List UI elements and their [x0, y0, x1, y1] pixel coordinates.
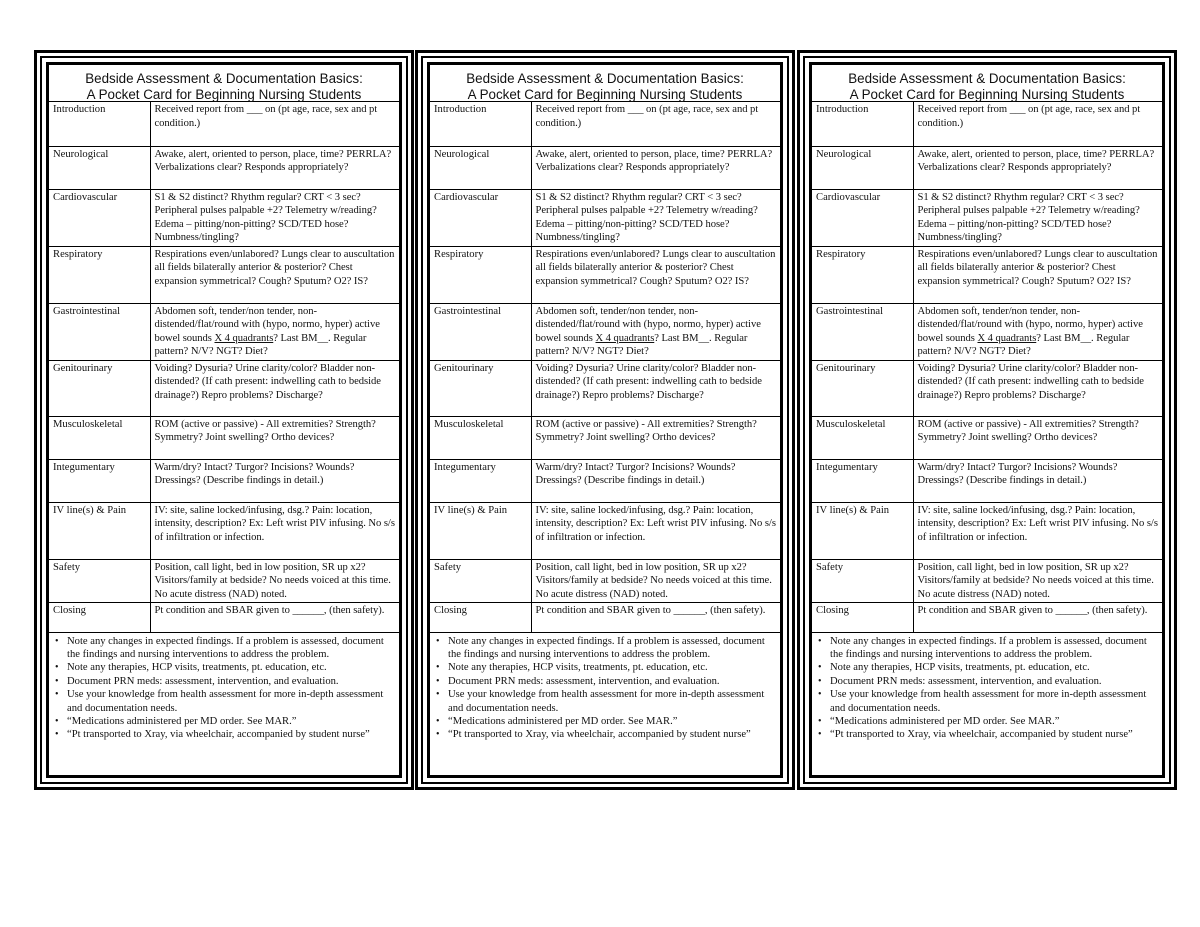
note-text: Note any therapies, HCP visits, treatments, pt. education, etc. — [830, 662, 1090, 674]
table-row — [430, 416, 780, 459]
system-label: IV line(s) & Pain — [49, 502, 150, 559]
table-row — [812, 416, 1162, 459]
card-title-line-1: Bedside Assessment & Documentation Basics: — [848, 71, 1126, 86]
table-row — [49, 189, 399, 246]
system-prompts: Voiding? Dysuria? Urine clarity/color? Bladder non-distended? (If cath present: indwelling cath to bedside drainage?) Repro problems? Discharge? — [150, 360, 399, 416]
system-prompts: Voiding? Dysuria? Urine clarity/color? Bladder non-distended? (If cath present: indwelling cath to bedside drainage?) Repro problems? Discharge? — [531, 360, 780, 416]
note-text: Note any therapies, HCP visits, treatments, pt. education, etc. — [448, 662, 708, 674]
note-text: “Pt transported to Xray, via wheelchair, accompanied by student nurse” — [67, 729, 370, 741]
gi-prompts-underlined: X 4 quadrants — [595, 332, 655, 344]
list-item — [816, 688, 1158, 715]
note-text: Note any therapies, HCP visits, treatments, pt. education, etc. — [67, 662, 327, 674]
system-prompts — [150, 303, 399, 360]
list-item — [53, 715, 395, 728]
system-label: Closing — [812, 602, 913, 632]
gi-prompts-part-1: Abdomen soft, tender/non tender, non-distended/flat/round with (hypo, normo, hyper) active bowel sounds — [535, 305, 761, 344]
system-label: Neurological — [430, 146, 531, 189]
bullet-icon: • — [818, 729, 822, 741]
list-item — [434, 728, 776, 741]
card-title — [812, 65, 1162, 102]
system-label: Introduction — [430, 102, 531, 146]
system-prompts: Warm/dry? Intact? Turgor? Incisions? Wounds? Dressings? (Describe findings in detail.) — [531, 459, 780, 502]
list-item — [434, 635, 776, 662]
card-inner-frame — [427, 62, 783, 778]
card-inner-frame — [809, 62, 1165, 778]
documentation-notes-list — [430, 633, 780, 742]
bullet-icon: • — [436, 635, 440, 647]
assessment-table — [430, 102, 780, 633]
system-prompts: ROM (active or passive) - All extremities? Strength? Symmetry? Joint swelling? Ortho devices? — [913, 416, 1162, 459]
table-row — [49, 602, 399, 632]
table-row — [49, 246, 399, 303]
bullet-icon: • — [55, 689, 59, 701]
note-text: “Medications administered per MD order. See MAR.” — [830, 715, 1060, 727]
table-row — [430, 102, 780, 146]
table-row — [49, 360, 399, 416]
table-row — [49, 502, 399, 559]
system-prompts: Respirations even/unlabored? Lungs clear to auscultation all fields bilaterally anterior & posterior? Chest expansion symmetrical? Cough? Sputum? O2? IS? — [913, 246, 1162, 303]
note-text: Note any changes in expected findings. If a problem is assessed, document the findings and nursing interventions to address the problem. — [830, 635, 1147, 660]
system-prompts: Received report from ___ on (pt age, race, sex and pt condition.) — [150, 102, 399, 146]
assessment-table — [812, 102, 1162, 633]
system-prompts: Pt condition and SBAR given to ______, (then safety). — [531, 602, 780, 632]
list-item — [816, 715, 1158, 728]
note-text: Document PRN meds: assessment, intervention, and evaluation. — [67, 675, 339, 687]
table-row — [812, 502, 1162, 559]
table-row — [49, 459, 399, 502]
system-prompts: Received report from ___ on (pt age, race, sex and pt condition.) — [913, 102, 1162, 146]
system-prompts: Position, call light, bed in low position, SR up x2? Visitors/family at bedside? No needs voiced at this time. No acute distress (NAD) noted. — [150, 559, 399, 602]
system-label: Genitourinary — [49, 360, 150, 416]
note-text: Use your knowledge from health assessment for more in-depth assessment and documentation needs. — [67, 689, 384, 714]
system-label: IV line(s) & Pain — [430, 502, 531, 559]
table-row — [812, 146, 1162, 189]
documentation-notes-list — [812, 633, 1162, 742]
table-row — [49, 303, 399, 360]
system-label: Musculoskeletal — [812, 416, 913, 459]
card-title-line-1: Bedside Assessment & Documentation Basics: — [85, 71, 363, 86]
system-label: Integumentary — [430, 459, 531, 502]
list-item — [816, 661, 1158, 674]
system-prompts: S1 & S2 distinct? Rhythm regular? CRT < 3 sec? Peripheral pulses palpable +2? Telemetry w/reading? Edema – pitting/non-pitting? SCD/TED hose? Numbness/tingling? — [531, 189, 780, 246]
system-prompts: Pt condition and SBAR given to ______, (then safety). — [913, 602, 1162, 632]
system-label: Cardiovascular — [812, 189, 913, 246]
system-label: Gastrointestinal — [49, 303, 150, 360]
list-item — [816, 728, 1158, 741]
list-item — [434, 661, 776, 674]
system-label: Cardiovascular — [49, 189, 150, 246]
gi-prompts-part-2: ? Last BM__. Regular pattern? N/V? NGT? Diet? — [917, 332, 1130, 358]
system-prompts: S1 & S2 distinct? Rhythm regular? CRT < 3 sec? Peripheral pulses palpable +2? Telemetry w/reading? Edema – pitting/non-pitting? SCD/TED hose? Numbness/tingling? — [913, 189, 1162, 246]
table-row — [812, 303, 1162, 360]
table-row — [430, 246, 780, 303]
table-row — [430, 602, 780, 632]
bullet-icon: • — [436, 662, 440, 674]
bullet-icon: • — [818, 715, 822, 727]
system-label: Genitourinary — [430, 360, 531, 416]
system-label: Respiratory — [49, 246, 150, 303]
list-item — [434, 688, 776, 715]
note-text: “Medications administered per MD order. See MAR.” — [67, 715, 297, 727]
list-item — [816, 635, 1158, 662]
system-label: Gastrointestinal — [812, 303, 913, 360]
table-row — [430, 360, 780, 416]
table-row — [49, 559, 399, 602]
table-row — [812, 102, 1162, 146]
system-label: Safety — [49, 559, 150, 602]
table-row — [430, 459, 780, 502]
system-prompts: Respirations even/unlabored? Lungs clear to auscultation all fields bilaterally anterior & posterior? Chest expansion symmetrical? Cough? Sputum? O2? IS? — [531, 246, 780, 303]
system-label: Safety — [430, 559, 531, 602]
bullet-icon: • — [818, 689, 822, 701]
pocket-card — [415, 50, 795, 790]
system-label: Musculoskeletal — [430, 416, 531, 459]
bullet-icon: • — [436, 729, 440, 741]
table-row — [812, 559, 1162, 602]
system-prompts: Position, call light, bed in low position, SR up x2? Visitors/family at bedside? No needs voiced at this time. No acute distress (NAD) noted. — [913, 559, 1162, 602]
system-prompts: Awake, alert, oriented to person, place, time? PERRLA? Verbalizations clear? Responds appropriately? — [913, 146, 1162, 189]
system-label: Genitourinary — [812, 360, 913, 416]
system-label: Integumentary — [49, 459, 150, 502]
system-label: Closing — [430, 602, 531, 632]
note-text: Document PRN meds: assessment, intervention, and evaluation. — [830, 675, 1102, 687]
list-item — [53, 728, 395, 741]
card-title — [430, 65, 780, 102]
system-label: Gastrointestinal — [430, 303, 531, 360]
gi-prompts-part-1: Abdomen soft, tender/non tender, non-distended/flat/round with (hypo, normo, hyper) active bowel sounds — [154, 305, 380, 344]
bullet-icon: • — [55, 635, 59, 647]
note-text: “Medications administered per MD order. See MAR.” — [448, 715, 678, 727]
system-prompts: Voiding? Dysuria? Urine clarity/color? Bladder non-distended? (If cath present: indwelling cath to bedside drainage?) Repro problems? Discharge? — [913, 360, 1162, 416]
assessment-table — [49, 102, 399, 633]
bullet-icon: • — [55, 662, 59, 674]
list-item — [53, 675, 395, 688]
gi-prompts-underlined: X 4 quadrants — [977, 332, 1037, 344]
bullet-icon: • — [818, 675, 822, 687]
note-text: “Pt transported to Xray, via wheelchair, accompanied by student nurse” — [448, 729, 751, 741]
table-row — [812, 189, 1162, 246]
system-prompts: Position, call light, bed in low position, SR up x2? Visitors/family at bedside? No needs voiced at this time. No acute distress (NAD) noted. — [531, 559, 780, 602]
system-label: Closing — [49, 602, 150, 632]
system-label: Introduction — [812, 102, 913, 146]
list-item — [816, 675, 1158, 688]
bullet-icon: • — [436, 715, 440, 727]
system-label: Musculoskeletal — [49, 416, 150, 459]
table-row — [812, 246, 1162, 303]
system-prompts: Awake, alert, oriented to person, place, time? PERRLA? Verbalizations clear? Responds appropriately? — [150, 146, 399, 189]
system-label: Neurological — [49, 146, 150, 189]
system-prompts: ROM (active or passive) - All extremities? Strength? Symmetry? Joint swelling? Ortho devices? — [531, 416, 780, 459]
table-row — [49, 416, 399, 459]
note-text: Note any changes in expected findings. If a problem is assessed, document the findings and nursing interventions to address the problem. — [448, 635, 765, 660]
bullet-icon: • — [55, 729, 59, 741]
list-item — [53, 635, 395, 662]
system-prompts: Warm/dry? Intact? Turgor? Incisions? Wounds? Dressings? (Describe findings in detail.) — [150, 459, 399, 502]
table-row — [430, 303, 780, 360]
system-prompts: Awake, alert, oriented to person, place, time? PERRLA? Verbalizations clear? Responds appropriately? — [531, 146, 780, 189]
bullet-icon: • — [55, 675, 59, 687]
bullet-icon: • — [818, 635, 822, 647]
system-prompts: Warm/dry? Intact? Turgor? Incisions? Wounds? Dressings? (Describe findings in detail.) — [913, 459, 1162, 502]
card-inner-frame — [46, 62, 402, 778]
system-prompts — [913, 303, 1162, 360]
note-text: Note any changes in expected findings. If a problem is assessed, document the findings and nursing interventions to address the problem. — [67, 635, 384, 660]
system-label: Safety — [812, 559, 913, 602]
bullet-icon: • — [55, 715, 59, 727]
bullet-icon: • — [818, 662, 822, 674]
system-prompts: Respirations even/unlabored? Lungs clear to auscultation all fields bilaterally anterior & posterior? Chest expansion symmetrical? Cough? Sputum? O2? IS? — [150, 246, 399, 303]
system-label: IV line(s) & Pain — [812, 502, 913, 559]
system-prompts: Pt condition and SBAR given to ______, (then safety). — [150, 602, 399, 632]
system-prompts: IV: site, saline locked/infusing, dsg.? Pain: location, intensity, description? Ex: Left wrist PIV infusing. No s/s of infiltration or infection. — [531, 502, 780, 559]
note-text: Document PRN meds: assessment, intervention, and evaluation. — [448, 675, 720, 687]
pocket-card — [34, 50, 414, 790]
card-title-line-2: A Pocket Card for Beginning Nursing Students — [467, 87, 743, 102]
system-label: Neurological — [812, 146, 913, 189]
system-prompts: IV: site, saline locked/infusing, dsg.? Pain: location, intensity, description? Ex: Left wrist PIV infusing. No s/s of infiltration or infection. — [150, 502, 399, 559]
system-label: Introduction — [49, 102, 150, 146]
table-row — [812, 602, 1162, 632]
note-text: “Pt transported to Xray, via wheelchair, accompanied by student nurse” — [830, 729, 1133, 741]
system-label: Integumentary — [812, 459, 913, 502]
system-label: Respiratory — [430, 246, 531, 303]
system-prompts — [531, 303, 780, 360]
table-row — [49, 146, 399, 189]
list-item — [53, 661, 395, 674]
card-title — [49, 65, 399, 102]
list-item — [53, 688, 395, 715]
table-row — [430, 189, 780, 246]
gi-prompts-part-2: ? Last BM__. Regular pattern? N/V? NGT? Diet? — [154, 332, 367, 358]
system-label: Respiratory — [812, 246, 913, 303]
gi-prompts-part-1: Abdomen soft, tender/non tender, non-distended/flat/round with (hypo, normo, hyper) active bowel sounds — [917, 305, 1143, 344]
card-title-line-2: A Pocket Card for Beginning Nursing Students — [86, 87, 362, 102]
system-prompts: ROM (active or passive) - All extremities? Strength? Symmetry? Joint swelling? Ortho devices? — [150, 416, 399, 459]
table-row — [430, 502, 780, 559]
gi-prompts-part-2: ? Last BM__. Regular pattern? N/V? NGT? Diet? — [535, 332, 748, 358]
table-row — [49, 102, 399, 146]
card-title-line-1: Bedside Assessment & Documentation Basics: — [466, 71, 744, 86]
documentation-notes-list — [49, 633, 399, 742]
table-row — [430, 559, 780, 602]
pocket-card — [797, 50, 1177, 790]
card-title-line-2: A Pocket Card for Beginning Nursing Students — [849, 87, 1125, 102]
note-text: Use your knowledge from health assessment for more in-depth assessment and documentation needs. — [830, 689, 1147, 714]
note-text: Use your knowledge from health assessment for more in-depth assessment and documentation needs. — [448, 689, 765, 714]
bullet-icon: • — [436, 675, 440, 687]
gi-prompts-underlined: X 4 quadrants — [214, 332, 274, 344]
list-item — [434, 715, 776, 728]
list-item — [434, 675, 776, 688]
bullet-icon: • — [436, 689, 440, 701]
table-row — [812, 360, 1162, 416]
system-prompts: Received report from ___ on (pt age, race, sex and pt condition.) — [531, 102, 780, 146]
system-label: Cardiovascular — [430, 189, 531, 246]
table-row — [430, 146, 780, 189]
system-prompts: IV: site, saline locked/infusing, dsg.? Pain: location, intensity, description? Ex: Left wrist PIV infusing. No s/s of infiltration or infection. — [913, 502, 1162, 559]
table-row — [812, 459, 1162, 502]
system-prompts: S1 & S2 distinct? Rhythm regular? CRT < 3 sec? Peripheral pulses palpable +2? Telemetry w/reading? Edema – pitting/non-pitting? SCD/TED hose? Numbness/tingling? — [150, 189, 399, 246]
